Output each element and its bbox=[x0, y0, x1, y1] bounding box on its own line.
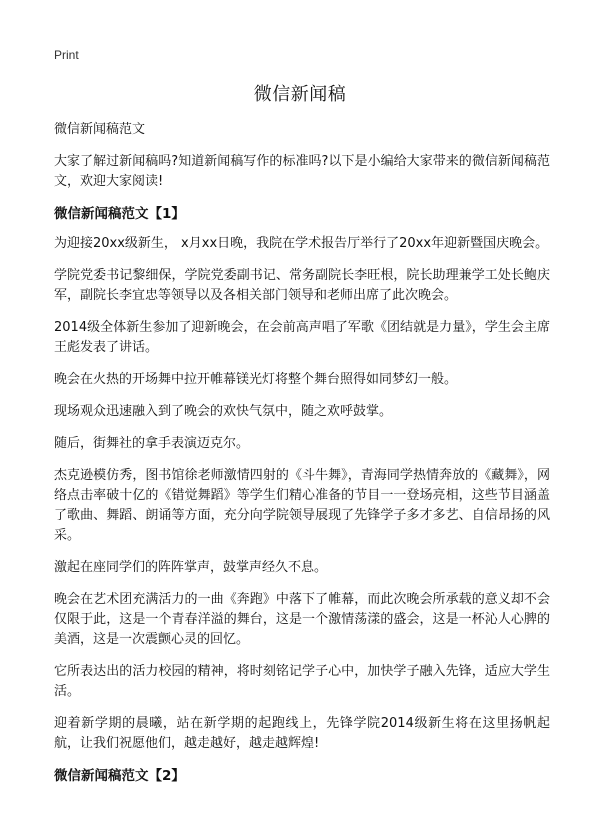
paragraph: 学院党委书记黎细保，学院党委副书记、常务副院长李旺根，院长助理兼学工处长鲍庆军，副院长李宜忠等领导以及各相关部门领导和老师出席了此次晚会。 bbox=[54, 268, 550, 303]
article-body bbox=[54, 120, 550, 796]
intro-paragraph: 大家了解过新闻稿吗?知道新闻稿写作的标准吗?以下是小编给大家带来的微信新闻稿范文，欢迎大家阅读! bbox=[54, 154, 550, 189]
section-heading-1: 微信新闻稿范文【1】 bbox=[54, 206, 185, 222]
paragraph: 为迎接20xx级新生， x月xx日晚，我院在学术报告厅举行了20xx年迎新暨国庆晚会。 bbox=[54, 236, 549, 251]
paragraph: 现场观众迅速融入到了晚会的欢快气氛中，随之欢呼鼓掌。 bbox=[54, 404, 393, 419]
paragraph: 它所表达出的活力校园的精神，将时刻铭记学子心中，加快学子融入先锋，适应大学生活。 bbox=[54, 664, 550, 699]
page-title: 微信新闻稿 bbox=[253, 84, 347, 105]
paragraph: 激起在座同学们的阵阵掌声，鼓掌声经久不息。 bbox=[54, 560, 328, 575]
paragraph: 杰克逊模仿秀，图书馆徐老师激情四射的《斗牛舞》，青海同学热情奔放的《藏舞》，网络点击率破十亿的《错觉舞蹈》等学生们精心准备的节目一一登场亮相，这些节目涵盖了歌曲、舞蹈、朗诵等方面，充分向学院领导展现了先锋学子多才多艺、自信昂扬的风采。 bbox=[54, 468, 550, 543]
paragraph: 晚会在火热的开场舞中拉开帷幕镁光灯将整个舞台照得如同梦幻一般。 bbox=[54, 372, 458, 387]
print-link[interactable]: Print bbox=[54, 48, 79, 62]
paragraph: 随后，街舞社的拿手表演迈克尔。 bbox=[54, 436, 250, 451]
article-subtitle: 微信新闻稿范文 bbox=[54, 122, 146, 137]
paragraph: 2014级全体新生参加了迎新晚会，在会前高声唱了军歌《团结就是力量》，学生会主席王彪发表了讲话。 bbox=[54, 320, 550, 355]
paragraph: 迎着新学期的晨曦，站在新学期的起跑线上，先锋学院2014级新生将在这里扬帆起航，让我们祝愿他们，越走越好，越走越辉煌! bbox=[54, 716, 550, 751]
section-heading-2: 微信新闻稿范文【2】 bbox=[54, 768, 185, 784]
paragraph: 晚会在艺术团充满活力的一曲《奔跑》中落下了帷幕，而此次晚会所承载的意义却不会仅限于此，这是一个青春洋溢的舞台，这是一个激情荡漾的盛会，这是一杯沁人心脾的美酒，这是一次震颤心灵的回忆。 bbox=[54, 592, 550, 647]
